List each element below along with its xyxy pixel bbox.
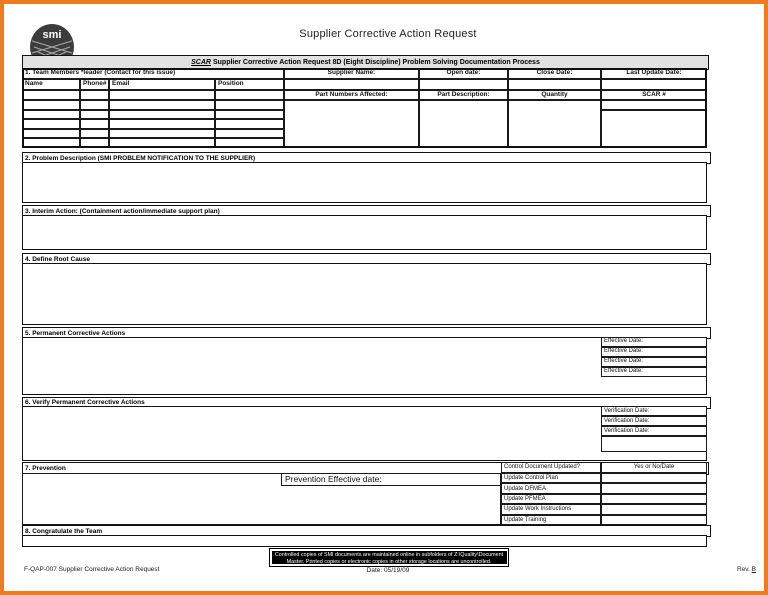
yes-no-header: Yes or No/Date [601,462,707,473]
close-date-field [508,79,601,90]
team-row-cell [215,119,284,129]
effective-date-row: Effective Date: [601,347,707,357]
open-date-field [419,79,508,90]
team-row-cell [22,138,80,148]
team-row-cell [80,90,109,100]
scar-number-field-large [601,110,707,148]
team-row-cell [22,110,80,120]
control-doc-header: Control Document Updated? [501,462,601,473]
phone-col-header: Phone# [80,79,109,90]
congratulate-field [22,535,707,548]
part-description-header: Part Description: [419,90,508,100]
root-cause-field [22,263,707,325]
footer-doc-number: F-QAP-007 Supplier Corrective Action Request [24,566,160,573]
email-col-header: Email [109,79,215,90]
supplier-name-field [284,79,419,90]
last-update-header: Last Update Date: [601,68,707,79]
footer-rev-letter: B [751,566,756,573]
footer-date: Date: 05/19/09 [366,567,410,574]
footer-revision [704,566,756,573]
section-4-header: 4. Define Root Cause [22,253,711,265]
team-row-cell [215,138,284,148]
team-row-cell [22,100,80,110]
team-row-cell [109,110,215,120]
scar-abbrev: SCAR [191,59,211,66]
prevention-row-value [601,473,707,483]
prevention-row-label: Update DFMEA [501,483,601,493]
prevention-effective-date-label: Prevention Effective date: [281,473,501,486]
last-update-field [601,79,707,90]
notice-line-2: Master. Printed copies or electronic copies in other storage locations are uncontrolled. [286,559,492,565]
prevention-row-value [601,494,707,504]
part-numbers-header: Part Numbers Affected: [284,90,419,100]
team-row-cell [22,119,80,129]
team-row-cell [109,138,215,148]
effective-date-row: Effective Date: [601,357,707,367]
section-6-header: 6. Verify Permanent Corrective Actions [22,397,711,409]
team-row-cell [80,100,109,110]
team-row-cell [80,129,109,139]
part-numbers-field [284,100,419,148]
quantity-field [508,100,601,148]
team-row-cell [80,119,109,129]
position-col-header: Position [215,79,284,90]
prevention-row-label: Update Training [501,515,601,525]
prevention-row-label: Update PFMEA [501,494,601,504]
verification-extra-cell [601,436,707,452]
process-banner-text: Supplier Corrective Action Request 8D (Eight Discipline) Problem Solving Documentation Process [212,59,540,66]
footer-rev-prefix: Rev. [736,566,752,573]
scar-number-header: SCAR # [601,90,707,100]
prevention-row-value [601,515,707,525]
team-row-cell [215,100,284,110]
section-7-header: 7. Prevention [25,465,66,472]
team-row-cell [22,129,80,139]
team-row-cell [80,110,109,120]
section-8-header: 8. Congratulate the Team [22,525,711,537]
quantity-header: Quantity [508,90,601,100]
notice-line-1: Controlled copies of SMI documents are maintained online in subfolders of Z:\Quality\Document [274,551,504,558]
problem-description-field [22,162,707,204]
part-description-field [419,100,508,148]
team-row-cell [215,110,284,120]
team-row-cell [80,138,109,148]
team-row-cell [215,90,284,100]
open-date-header: Open date: [419,68,508,79]
verification-date-row: Verification Date: [601,406,707,416]
effective-date-row: Effective Date: [601,337,707,347]
verification-date-row: Verification Date: [601,416,707,426]
prevention-row-label: Update Control Plan [501,473,601,483]
section-3-header: 3. Interim Action: (Containment action/immediate support plan) [22,205,711,217]
team-members-header: 1. Team Members *leader (Contact for this issue) [22,68,284,79]
svg-text:smi: smi [42,29,62,41]
effective-date-row: Effective Date: [601,367,707,377]
section-2-header: 2. Problem Description (SMI PROBLEM NOTIFICATION TO THE SUPPLIER) [22,152,711,164]
section-5-header: 5. Permanent Corrective Actions [22,327,711,339]
prevention-row-value [601,504,707,514]
prevention-row-label: Update Work Instructions [501,504,601,514]
team-row-cell [109,129,215,139]
prevention-row-value [601,483,707,493]
close-date-header: Close Date: [508,68,601,79]
supplier-name-header: Supplier Name: [284,68,419,79]
name-col-header: Name [22,79,80,90]
controlled-copy-notice [269,548,509,567]
team-row-cell [109,90,215,100]
team-row-cell [215,129,284,139]
team-row-cell [109,100,215,110]
team-row-cell [109,119,215,129]
team-row-cell [22,90,80,100]
verification-date-row: Verification Date: [601,426,707,436]
interim-action-field [22,215,707,250]
scar-number-field [601,100,707,110]
page-title: Supplier Corrective Action Request [299,28,477,40]
